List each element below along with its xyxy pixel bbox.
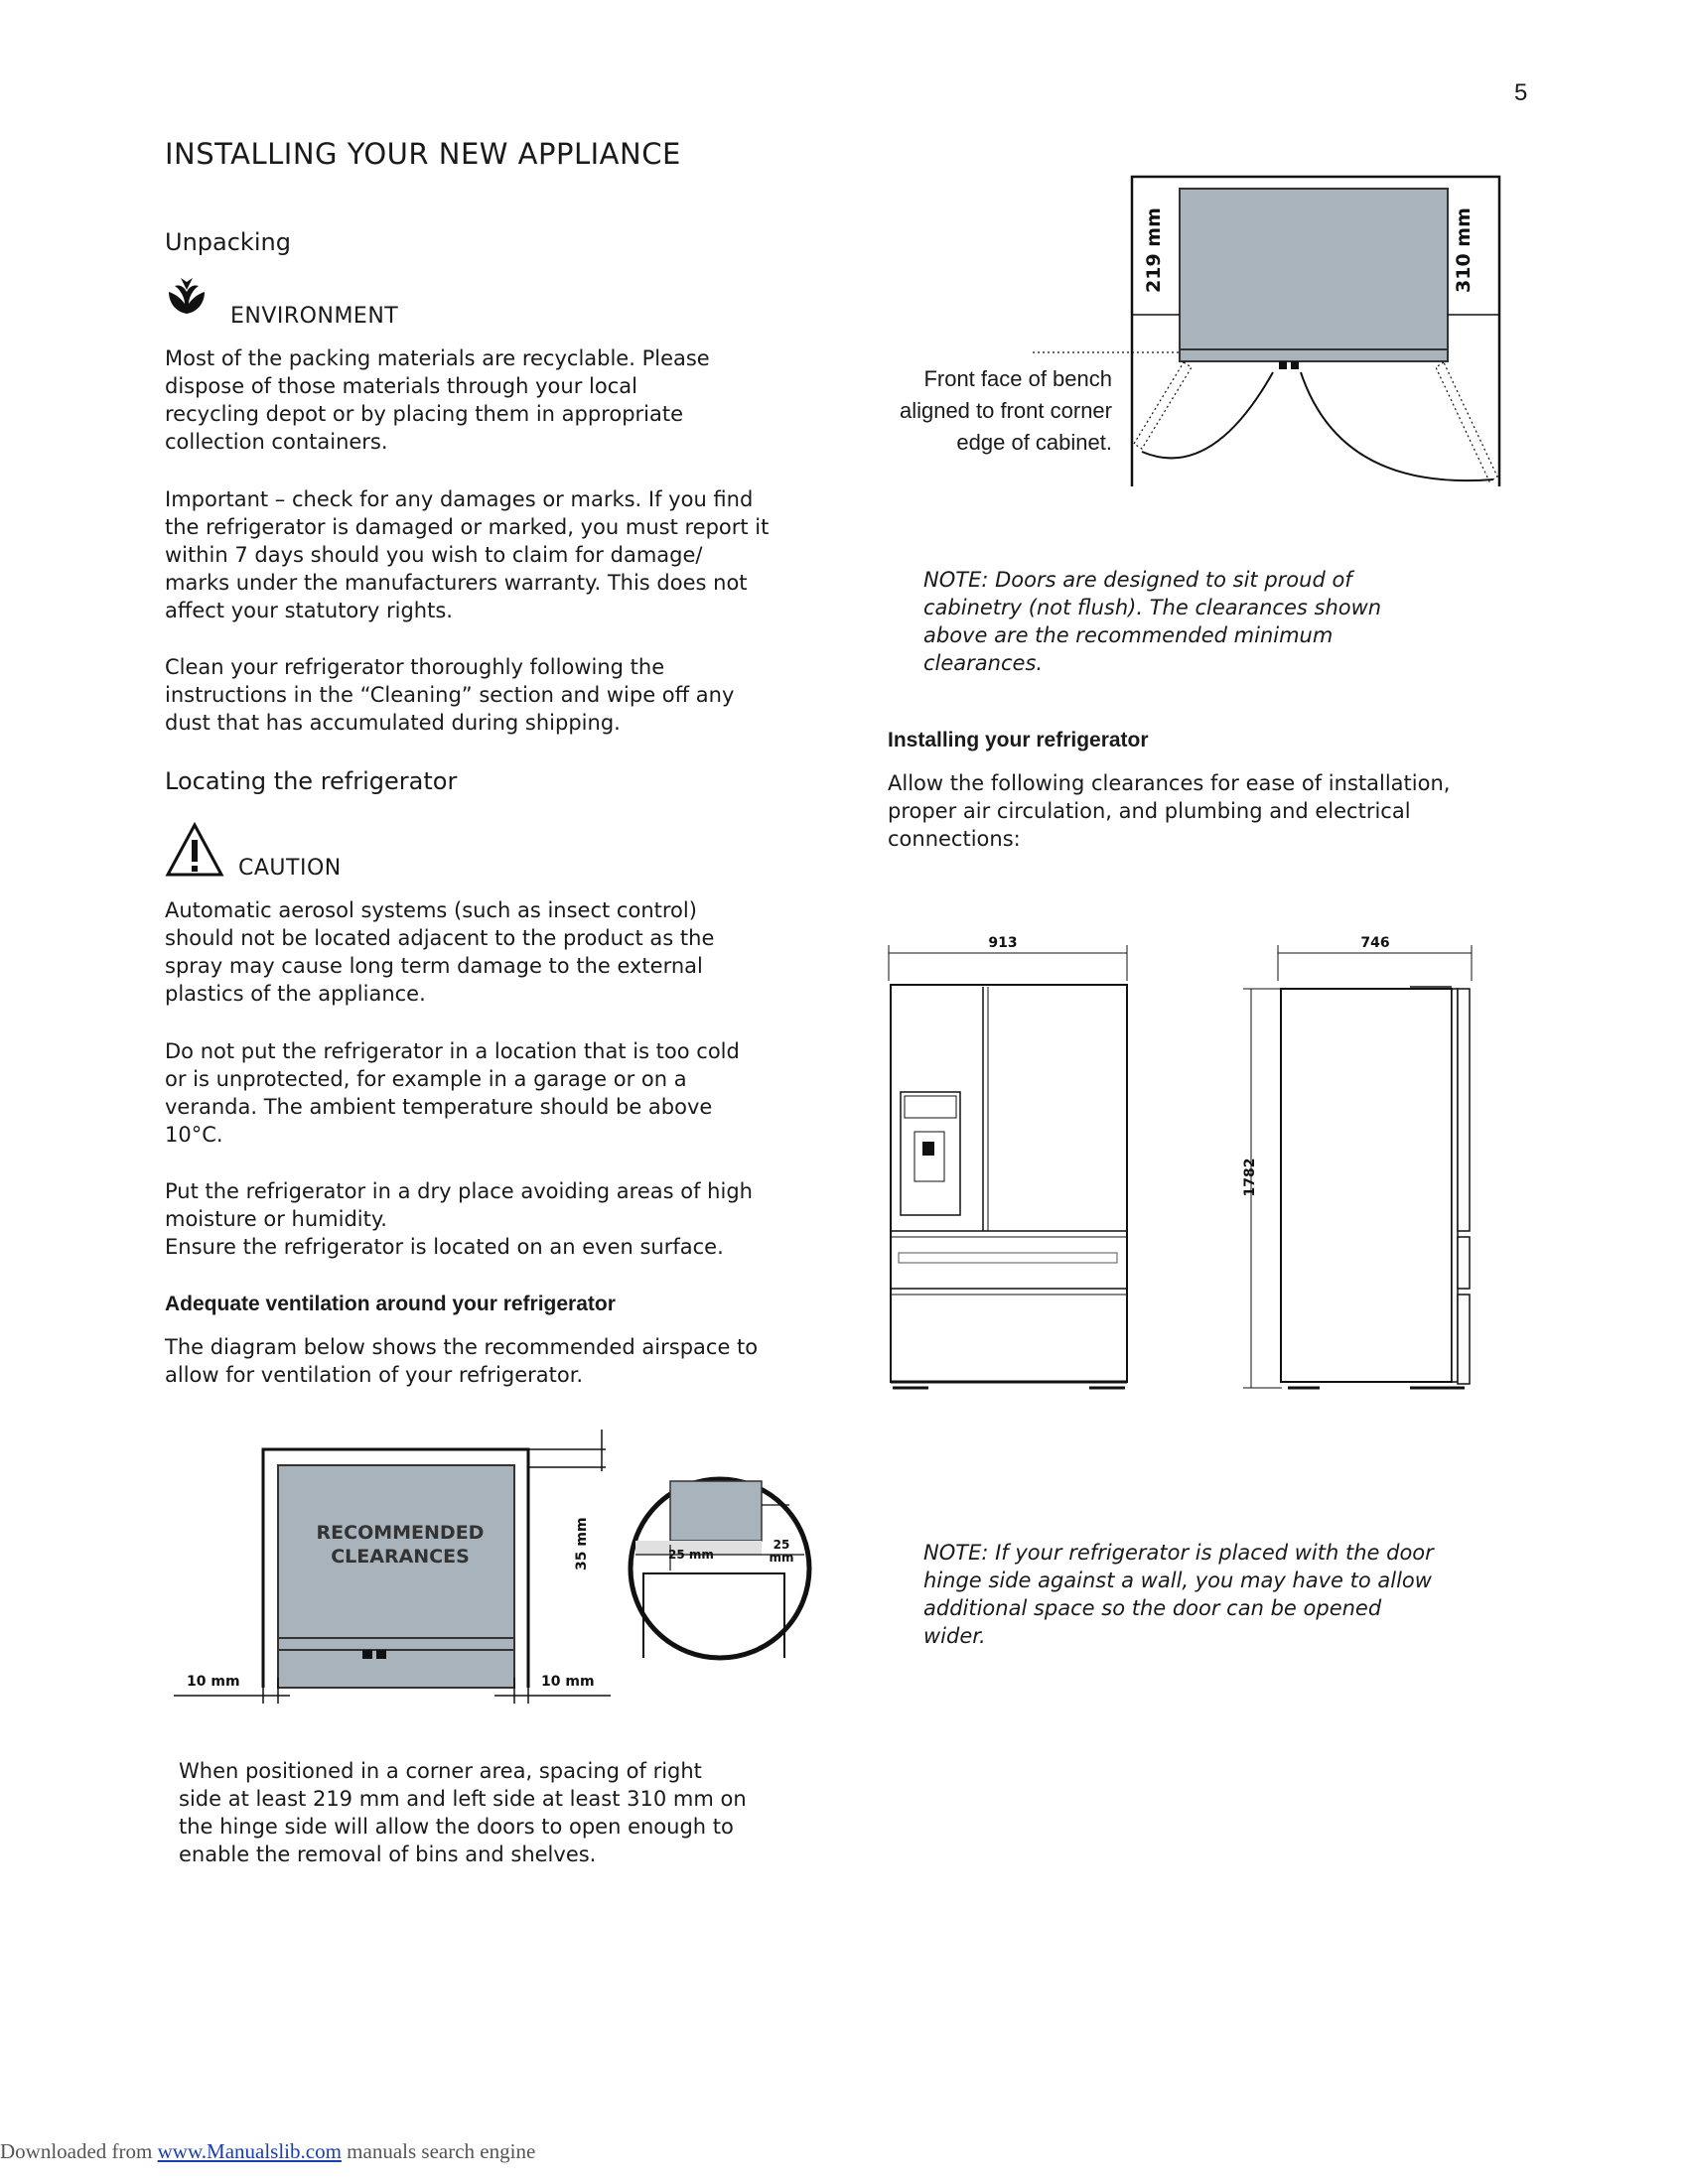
locating-paragraph-2: Do not put the refrigerator in a location that is too cold or is unprotected, for example in a garage or on a veranda. The ambient temperature should be above 10°C. (165, 1039, 740, 1147)
fridge-dimension-diagram (879, 933, 1504, 1459)
detail-vertical-label: 25 mm (668, 1548, 714, 1562)
detail-side-label-1: 25 (773, 1538, 790, 1552)
page-title: INSTALLING YOUR NEW APPLIANCE (165, 137, 681, 171)
unpacking-heading: Unpacking (165, 228, 291, 256)
locating-heading: Locating the refrigerator (165, 767, 458, 795)
width-label: 913 (988, 935, 1018, 951)
locating-paragraph-3: Put the refrigerator in a dry place avoiding areas of high moisture or humidity. Ensure the refrigerator is located on an even surface. (165, 1179, 753, 1259)
unpacking-paragraph-3: Clean your refrigerator thoroughly following the instructions in the “Cleaning” section and wipe off any dust that has accumulated during shipping. (165, 655, 735, 735)
door-caption: Front face of bench aligned to front corner edge of cabinet. (899, 366, 1112, 455)
left-door-dim-label: 219 mm (1143, 207, 1165, 293)
box-label-1: RECOMMENDED (316, 1522, 485, 1544)
right-clearance-label: 10 mm (541, 1674, 595, 1690)
environment-icon (165, 274, 209, 318)
footer: Downloaded from www.Manualslib.com manuals search engine (0, 2139, 536, 2163)
box-label-2: CLEARANCES (331, 1546, 470, 1568)
ventilation-heading: Adequate ventilation around your refrigerator (165, 1293, 616, 1315)
height-label: 1782 (1242, 1158, 1258, 1197)
detail-side-label-2: mm (769, 1551, 794, 1565)
left-clearance-label: 10 mm (187, 1674, 240, 1690)
caution-label: CAUTION (238, 856, 342, 881)
ventilation-paragraph: The diagram below shows the recommended airspace to allow for ventilation of your refrigerator. (165, 1335, 759, 1387)
unpacking-paragraph-2: Important – check for any damages or marks. If you find the refrigerator is damaged or marked, you must report it within 7 days should you wish to claim for damage/ marks under the manufacturers warranty. This does not affect your statutory rights. (165, 487, 770, 622)
depth-label: 746 (1360, 935, 1390, 951)
page-number: 5 (1514, 79, 1528, 106)
installing-paragraph: Allow the following clearances for ease of installation, proper air circulation, and plumbing and electrical connections: (888, 771, 1451, 851)
clearance-diagram (169, 1420, 824, 1707)
manualslib-link[interactable]: www.Manualslib.com (157, 2139, 342, 2163)
right-door-dim-label: 310 mm (1453, 207, 1475, 293)
environment-label: ENVIRONMENT (230, 304, 399, 329)
corner-note: When positioned in a corner area, spacing of right side at least 219 mm and left side at least 310 mm on the hinge side will allow the doors to open enough to enable the removal of bins and shelves. (179, 1759, 747, 1866)
note-doors: NOTE: Doors are designed to sit proud of cabinetry (not flush). The clearances shown above are the recommended minimum clearances. (923, 568, 1382, 675)
note-hinge: NOTE: If your refrigerator is placed with the door hinge side against a wall, you may have to allow additional space so the door can be opened wider. (923, 1541, 1434, 1648)
unpacking-paragraph-1: Most of the packing materials are recyclable. Please dispose of those materials through your local recycling depot or by placing them in appropriate collection containers. (165, 346, 710, 454)
top-clearance-label: 35 mm (574, 1517, 590, 1570)
locating-paragraph-1: Automatic aerosol systems (such as insect control) should not be located adjacent to the product as the spray may cause long term damage to the external plastics of the appliance. (165, 898, 715, 1006)
caution-icon (165, 822, 224, 878)
installing-heading: Installing your refrigerator (888, 729, 1149, 751)
